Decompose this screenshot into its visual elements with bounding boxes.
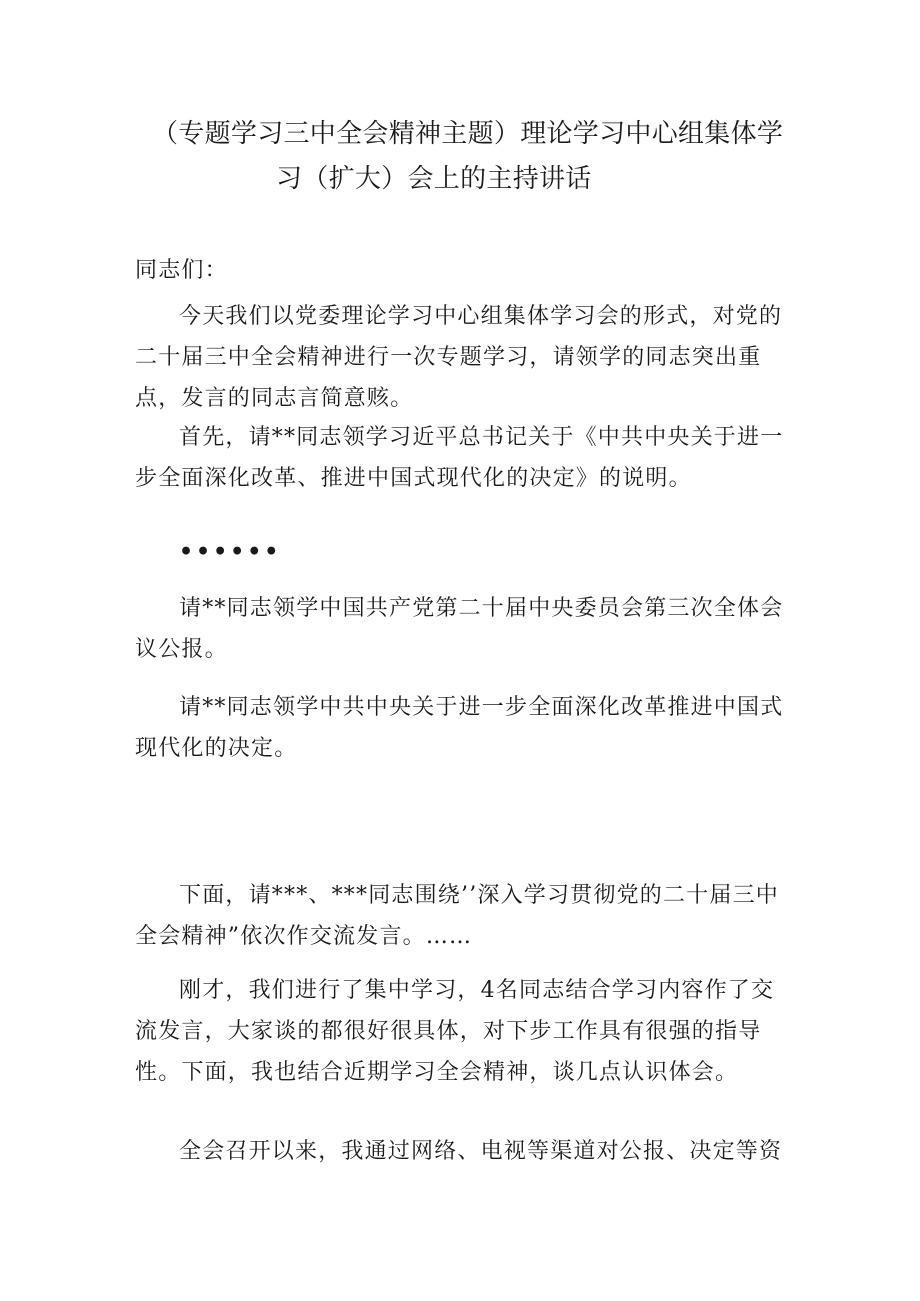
- paragraph-decision-reading: 请**同志领学中共中央关于进一步全面深化改革推进中国式现代化的决定。: [135, 695, 784, 761]
- title-line-2: 习（扩大）会上的主持讲话: [276, 164, 592, 194]
- document-title: [130, 112, 810, 202]
- title-line-1: （专题学习三中全会精神主题）理论学习中心组集体学: [152, 119, 784, 149]
- paragraph-reflection: 全会召开以来，我通过网络、电视等渠道对公报、决定等资: [179, 1139, 783, 1164]
- paragraph-exchange-speeches: 下面，请***、***同志围绕’’深入学习贯彻党的二十届三中全会精神”依次作交流发言。……: [135, 883, 779, 949]
- paragraph-summary: 刚才，我们进行了集中学习，4名同志结合学习内容作了交流发言，大家谈的都很好很具体，对下步工作具有很强的指导性。下面，我也结合近期学习全会精神，谈几点认识体会。: [135, 978, 775, 1085]
- paragraph-opening: 今天我们以党委理论学习中心组集体学习会的形式，对党的二十届三中全会精神进行一次专题学习，请领学的同志突出重点，发言的同志言简意赅。: [135, 304, 783, 411]
- ellipsis-dots: ••••••: [179, 539, 282, 565]
- paragraph-first-reading: 首先，请**同志领学习近平总书记关于《中共中央关于进一步全面深化改革、推进中国式现代化的决定》的说明。: [135, 425, 784, 491]
- greeting: 同志们：: [135, 258, 228, 283]
- paragraph-communique-reading: 请**同志领学中国共产党第二十届中央委员会第三次全体会议公报。: [135, 596, 784, 662]
